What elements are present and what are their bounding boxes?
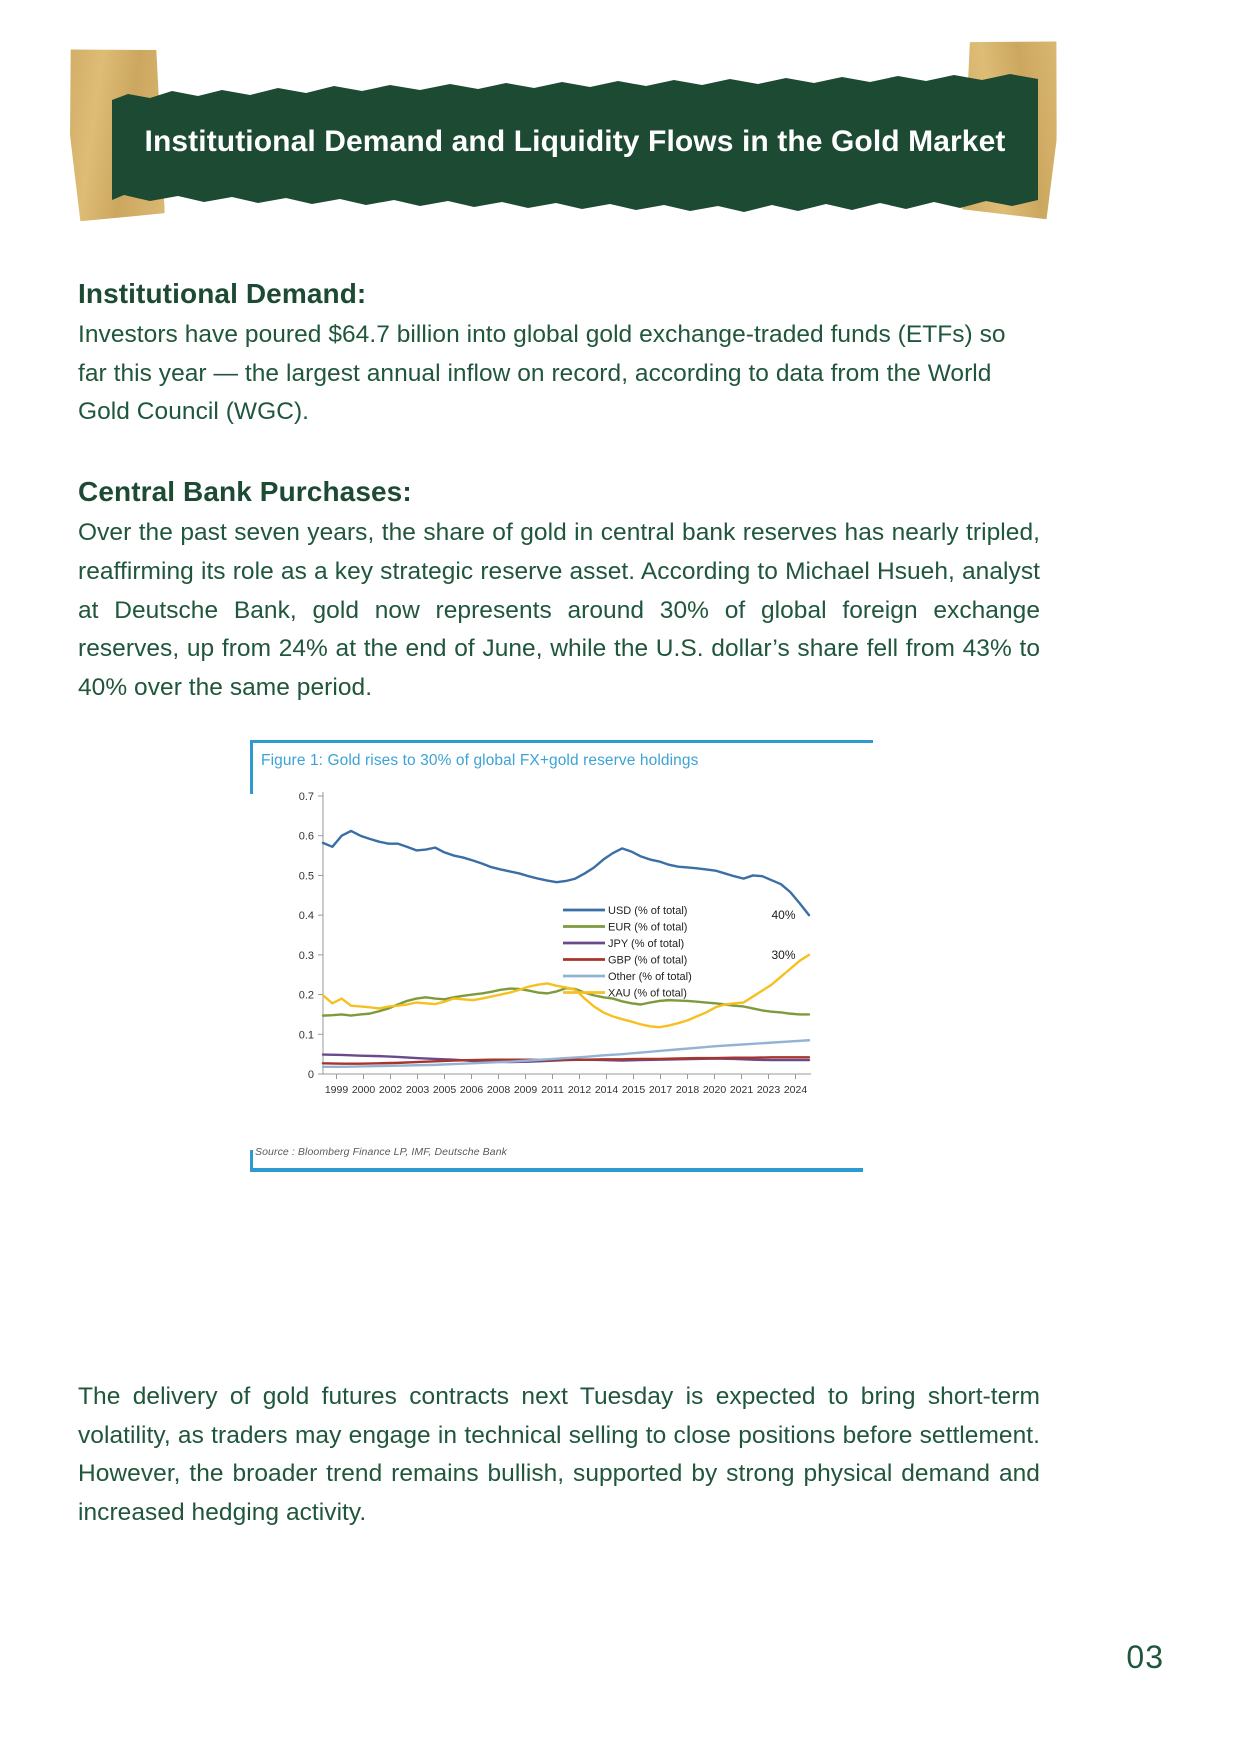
section-body-central-bank-purchases: Over the past seven years, the share of gold in central bank reserves has nearly tripled, reaffirming its role as a key strategic reserve asset. According to Michael Hsueh, analyst at Deutsche Bank, gold now represents around 30% of global foreign exchange reserves, up from 24% at the end of June, while the U.S. dollar’s share fell from 43% to 40% over the same period.: [78, 519, 1040, 701]
svg-text:2006: 2006: [459, 1084, 484, 1096]
svg-text:2021: 2021: [729, 1084, 754, 1096]
svg-text:2023: 2023: [756, 1084, 781, 1096]
svg-text:2002: 2002: [378, 1084, 403, 1096]
svg-text:2020: 2020: [702, 1084, 727, 1096]
svg-text:1999: 1999: [324, 1084, 349, 1096]
svg-text:2005: 2005: [432, 1084, 457, 1096]
svg-text:2012: 2012: [567, 1084, 592, 1096]
svg-text:JPY (% of total): JPY (% of total): [608, 938, 685, 950]
article-content: [78, 278, 1040, 708]
section-heading-institutional-demand: Institutional Demand:: [78, 278, 367, 309]
svg-text:30%: 30%: [771, 947, 796, 962]
section-body-institutional-demand: Investors have poured $64.7 billion into global gold exchange-traded funds (ETFs) so far this year — the largest annual inflow on record, according to data from the World Gold Council (WGC).: [78, 321, 1006, 426]
figure-border-top: [250, 740, 873, 743]
closing-paragraph: The delivery of gold futures contracts next Tuesday is expected to bring short-term volatility, as traders may engage in technical selling to close positions before settlement. However, the broader trend remains bullish, supported by strong physical demand and increased hedging activity.: [78, 1383, 1040, 1527]
figure-card: [245, 740, 873, 1172]
svg-text:0.7: 0.7: [298, 791, 314, 803]
figure-title: Figure 1: Gold rises to 30% of global FX+gold reserve holdings: [261, 752, 699, 769]
svg-text:Other (% of total): Other (% of total): [608, 971, 692, 983]
svg-text:2014: 2014: [594, 1084, 619, 1096]
svg-text:0.2: 0.2: [298, 989, 314, 1002]
svg-text:2024: 2024: [783, 1084, 808, 1096]
svg-text:2011: 2011: [541, 1084, 564, 1096]
svg-text:40%: 40%: [771, 908, 796, 923]
svg-text:2009: 2009: [513, 1084, 538, 1096]
svg-text:2000: 2000: [351, 1084, 376, 1096]
svg-text:0.1: 0.1: [298, 1029, 314, 1042]
closing-content: [78, 1378, 1040, 1533]
section-spacer: [78, 432, 1040, 476]
section-heading-central-bank-purchases: Central Bank Purchases:: [78, 476, 412, 508]
svg-text:GBP (% of total): GBP (% of total): [608, 954, 688, 967]
svg-text:2015: 2015: [621, 1084, 646, 1096]
svg-text:EUR (% of total): EUR (% of total): [608, 921, 688, 934]
page-number: 03: [1126, 1639, 1164, 1675]
svg-text:0.4: 0.4: [298, 910, 314, 923]
svg-text:0: 0: [307, 1069, 314, 1081]
svg-text:2018: 2018: [675, 1084, 700, 1096]
svg-text:2008: 2008: [486, 1084, 511, 1096]
svg-text:2017: 2017: [648, 1084, 673, 1096]
page-title: Institutional Demand and Liquidity Flows in the Gold Market: [144, 125, 1006, 158]
figure-source: Source : Bloomberg Finance LP, IMF, Deutsche Bank: [255, 1146, 507, 1158]
svg-text:2003: 2003: [405, 1084, 430, 1096]
svg-text:0.3: 0.3: [298, 949, 314, 962]
page-header-banner: [0, 0, 1242, 250]
reserve-holdings-line-chart: [245, 786, 873, 1146]
svg-text:0.5: 0.5: [298, 870, 314, 883]
figure-border-bottom: [250, 1168, 863, 1172]
svg-text:USD (% of total): USD (% of total): [608, 905, 688, 917]
svg-text:XAU (% of total): XAU (% of total): [608, 987, 687, 1000]
svg-text:0.6: 0.6: [298, 830, 314, 843]
